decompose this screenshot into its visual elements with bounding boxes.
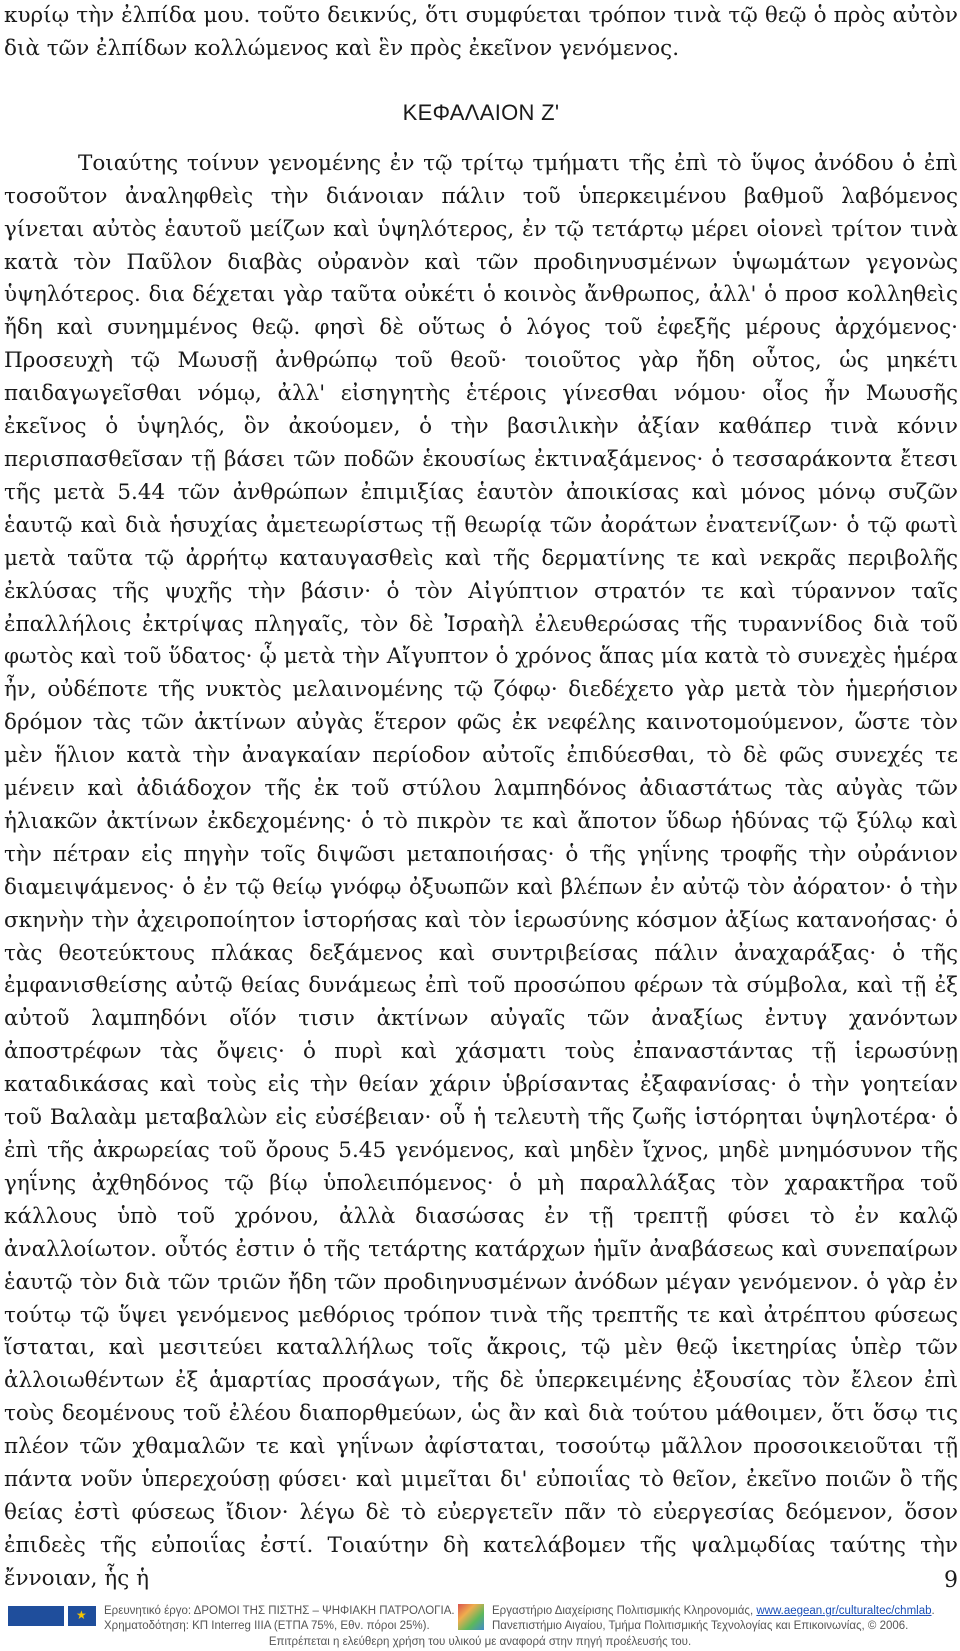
document-text	[4, 0, 958, 1596]
footer-left	[8, 1602, 455, 1638]
footer	[0, 1602, 960, 1651]
aegean-logo-icon	[458, 1604, 484, 1630]
lab-website-link[interactable]: www.aegean.gr/culturaltec/chmlab	[756, 1605, 932, 1617]
footer-project-line: Ερευνητικό έργο: ΔΡΟΜΟΙ ΤΗΣ ΠΙΣΤΗΣ – ΨΗΦΙΑΚΗ ΠΑΤΡΟΛΟΓΙΑ.	[104, 1605, 455, 1617]
footer-lab-end: .	[931, 1605, 935, 1617]
chapter-heading: ΚΕΦΑΛΑΙΟΝ Ζʹ	[402, 99, 560, 125]
footer-project-info	[104, 1604, 455, 1634]
interreg-logo-icon	[8, 1606, 64, 1626]
footer-university-line: Πανεπιστήμιο Αιγαίου, Τμήμα Πολιτισμικής Τεχνολογίας και Επικοινωνίας, © 2006.	[492, 1620, 909, 1632]
eu-flag-icon	[68, 1606, 96, 1626]
page-number: 9	[944, 1568, 958, 1593]
footer-lab-line	[492, 1604, 935, 1619]
footer-right	[458, 1602, 958, 1638]
footer-funding-line: Χρηματοδότηση: ΚΠ Interreg IIIA (ΕΤΠΑ 75%, Εθν. πόροι 25%).	[104, 1620, 430, 1632]
paragraph-opening: κυρίῳ τὴν ἐλπίδα μου. τοῦτο δεικνύς, ὅτι συμφύεται τρόπον τινὰ τῷ θεῷ ὁ πρὸς αὐτὸν διὰ τῶν ἐλπίδων κολλώμενος καὶ ἓν πρὸς ἐκεῖνον γενόμενος.	[4, 3, 958, 61]
footer-license-line: Επιτρέπεται η ελεύθερη χρήση του υλικού με αναφορά στην πηγή προέλευσής του.	[268, 1636, 692, 1648]
footer-lab-info	[492, 1604, 935, 1634]
paragraph-body: Τοιαύτης τοίνυν γενομένης ἐν τῷ τρίτῳ τμήματι τῆς ἐπὶ τὸ ὕψος ἀνόδου ὁ ἐπὶ τοσοῦτον ἀναληφθεὶς τὴν διάνοιαν πάλιν τοῦ ὑπερκειμένου βαθμοῦ λαβόμενος γίνεται αὐτὸς ἑαυτοῦ μείζων καὶ ὑψηλότερος, ἐν τῷ τετάρτῳ μέρει οἱονεὶ τρίτον τινὰ κατὰ τὸν Παῦλον διαβὰς οὐρανὸν καὶ τῶν προδιηνυσμένων ὑψωμάτων γεγονὼς ὑψηλότερος. δια δέχεται γὰρ ταῦτα οὐκέτι ὁ κοινὸς ἄνθρωπος, ἀλλ' ὁ προσ κολληθεὶς ἤδη καὶ συνημμένος θεῷ. φησὶ δὲ οὕτως ὁ λόγος τοῦ ἐφεξῆς μέρους ἀρχόμενος· Προσευχὴ τῷ Μωυσῇ ἀνθρώπῳ τοῦ θεοῦ· τοιοῦτος γὰρ ἤδη οὗτος, ὡς μηκέτι παιδαγωγεῖσθαι νόμῳ, ἀλλ' εἰσηγητὴς ἑτέροις γίνεσθαι νόμου· οἷος ἦν Μωυσῆς ἐκεῖνος ὁ ὑψηλός, ὃν ἀκούομεν, ὁ τὴν βασιλικὴν ἀξίαν καθάπερ τινὰ κόνιν περισπασθεῖσαν τῇ βάσει τῶν ποδῶν ἑκουσίως ἐκτιναξάμενος· ὁ τεσσαράκοντα ἔτεσι τῆς μετὰ 5.44 τῶν ἀνθρώπων ἐπιμιξίας ἑαυτὸν ἀποικίσας καὶ μόνος μόνῳ συζῶν ἑαυτῷ καὶ διὰ ἡσυχίας ἀμετεωρίστως τῇ θεωρίᾳ τῶν ἀοράτων ἐνατενίζων· ὁ τῷ φωτὶ μετὰ ταῦτα τῷ ἀρρήτῳ καταυγασθεὶς καὶ τῆς δερματίνης τε καὶ νεκρᾶς περιβολῆς ἐκλύσας τῆς ψυχῆς τὴν βάσιν· ὁ τὸν Αἰγύπτιον στρατόν τε καὶ τύραννον ταῖς ἐπαλλήλοις ἐκτρίψας πληγαῖς, τὸν δὲ Ἰσραὴλ ἐλευθερώσας τῆς τυραννίδος διὰ τοῦ φωτὸς καὶ τοῦ ὕδατος· ᾧ μετὰ τὴν Αἴγυπτον ὁ χρόνος ἅπας μία κατὰ τὸ συνεχὲς ἡμέρα ἦν, οὐδέποτε τῆς νυκτὸς μελαινομένης τῷ ζόφῳ· διεδέχετο γὰρ μετὰ τὸν ἡμερήσιον δρόμον τὰς τῶν ἀκτίνων αὐγὰς ἕτερον φῶς ἐκ νεφέλης καινοτομούμενον, ὥστε τὸν μὲν ἥλιον κατὰ τὴν ἀναγκαίαν περίοδον αὐτοῖς ἐπιδύεσθαι, τὸ δὲ φῶς συνεχές τε μένειν καὶ ἀδιάδοχον τῆς ἐκ τοῦ στύλου λαμπηδόνος ἀδιαστάτως τὰς αὐγὰς τῶν ἡλιακῶν ἀκτίνων ἐκδεχομένης· ὁ τὸ πικρὸν τε καὶ ἄποτον ὕδωρ ἡδύνας τῷ ξύλῳ καὶ τὴν πέτραν εἰς πηγὴν τοῖς διψῶσι μεταποιήσας· ὁ τῆς γηΐνης τροφῆς τὴν οὐράνιον διαμειψάμενος· ὁ ἐν τῷ θείῳ γνόφῳ ὀξυωπῶν καὶ βλέπων ἐν αὐτῷ τὸν ἀόρατον· ὁ τὴν σκηνὴν τὴν ἀχειροποίητον ἱστορήσας καὶ τὸν ἱερωσύνης κόσμον ἀξίως κατανοήσας· ὁ τὰς θεοτεύκτους πλάκας δεξάμενος καὶ συντριβείσας πάλιν ἀναχαράξας· ὁ τῆς ἐμφανισθείσης αὐτῷ θείας δυνάμεως ἐπὶ τοῦ προσώπου φέρων τὰ σύμβολα, καὶ τῇ ἐξ αὐτοῦ λαμπηδόνι οἵόν τισιν ἀκτίνων αὐγαῖς τῶν ἀναξίως ἐντυγ χανόντων ἀποστρέφων τὰς ὄψεις· ὁ πυρὶ καὶ χάσματι τοὺς ἐπαναστάντας τῇ ἱερωσύνῃ καταδικάσας καὶ τοὺς εἰς τὴν θείαν χάριν ὑβρίσαντας ἐξαφανίσας· ὁ τὴν γοητείαν τοῦ Βαλαὰμ μεταβαλὼν εἰς εὐσέβειαν· οὗ ἡ τελευτὴ τῆς ζωῆς ἱστόρηται ὑψηλοτέρα· ὁ ἐπὶ τῆς ἀκρωρείας τοῦ ὄρους 5.45 γενόμενος, καὶ μηδὲν ἴχνος, μηδὲ μνημόσυνον τῆς γηΐνης ἀχθηδόνος τῷ βίῳ ὑπολειπόμενος· ὁ μὴ παραλλάξας τὸν χαρακτῆρα τοῦ κάλλους ὑπὸ τοῦ χρόνου, ἀλλὰ διασώσας ἐν τῇ τρεπτῇ φύσει τὸ ἐν καλῷ ἀναλλοίωτον. οὗτός ἐστιν ὁ τῆς τετάρτης κατάρχων ἡμῖν ἀναβάσεως καὶ συνεπαίρων ἑαυτῷ τὸν διὰ τῶν τριῶν ἤδη τῶν προδιηνυσμένων ἀνόδων μέγαν γενόμενον. ὁ γὰρ ἐν τούτῳ τῷ ὕψει γενόμενος μεθόριος τρόπον τινὰ τῆς τρεπτῆς τε καὶ ἀτρέπτου φύσεως ἵσταται, καὶ μεσιτεύει καταλλήλως τοῖς ἄκροις, τῷ μὲν θεῷ ἱκετηρίας ὑπὲρ τῶν ἀλλοιωθέντων ἐξ ἁμαρτίας προσάγων, τῆς δὲ ὑπερκειμένης ἐξουσίας τὸν ἔλεον ἐπὶ τοὺς δεομένους τοῦ ἐλέου διαπορθμεύων, ὡς ἂν καὶ διὰ τούτου μάθοιμεν, ὅτι ὅσῳ τις πλέον τῶν χθαμαλῶν τε καὶ γηΐνων ἀφίσταται, τοσούτῳ μᾶλλον προσοικειοῦται τῇ πάντα νοῦν ὑπερεχούσῃ φύσει· καὶ μιμεῖται δι' εὐποιΐας τὸ θεῖον, ἐκεῖνο ποιῶν ὃ τῆς θείας ἐστὶ φύσεως ἴδιον· λέγω δὲ τὸ εὐεργετεῖν πᾶν τὸ εὐεργεσίας δεόμενον, ὅσον ἐπιδεὲς τῆς εὐποιΐας ἐστί. Τοιαύτην δὴ κατελάβομεν τῆς ψαλμῳδίας ταύτης τὴν ἔννοιαν, ἧς ἡ	[4, 150, 958, 1591]
footer-lab-name: Εργαστήριο Διαχείρισης Πολιτισμικής Κληρονομιάς,	[492, 1605, 757, 1617]
